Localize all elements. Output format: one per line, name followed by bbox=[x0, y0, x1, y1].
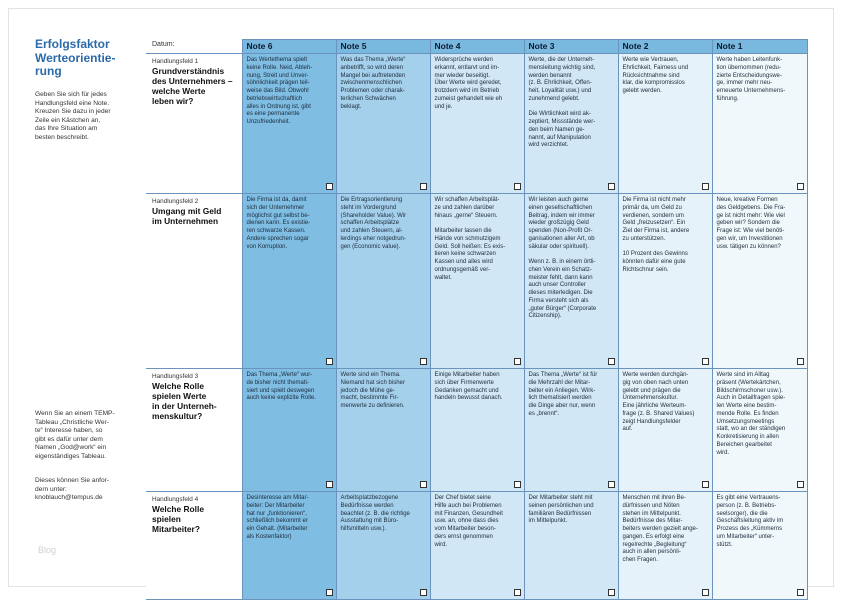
rating-checkbox[interactable] bbox=[702, 183, 709, 190]
cell-text: Werte wie Vertrauen, Ehrlichkeit, Fairness und Rücksichtnahme sind klar, die kompromisslos gelebt werden. bbox=[622, 57, 689, 94]
cell-text: Werte werden durchgän- gig von oben nach unten gelebt und prägen die Unternehmenskultur. Eine jährliche Werteum- frage (z. B. Shared Values) zeigt Handlungsfelder auf. bbox=[622, 372, 695, 433]
cell-text: Das Thema „Werte“ wur- de bisher nicht themati- siert und spielt deswegen auch keine explizite Rolle. bbox=[246, 372, 316, 402]
field-row bbox=[146, 492, 807, 600]
rating-grid bbox=[146, 39, 808, 600]
rating-cell bbox=[618, 369, 712, 492]
rating-checkbox[interactable] bbox=[702, 358, 709, 365]
rating-checkbox[interactable] bbox=[326, 183, 333, 190]
rating-checkbox[interactable] bbox=[326, 358, 333, 365]
rating-checkbox[interactable] bbox=[420, 358, 427, 365]
cell-text: Widersprüche werden erkannt, entlarvt und im- mer wieder beseitigt. Über Werte wird geredet, trotzdem wird im Betrieb zumeist gehandelt wie eh und je. bbox=[434, 57, 503, 110]
rating-checkbox[interactable] bbox=[608, 183, 615, 190]
cell-text: Werte sind ein Thema. Niemand hat sich bisher jedoch die Mühe ge- macht, bestimmte Fir- menwerte zu definieren. bbox=[340, 372, 405, 409]
cell-text: Der Mitarbeiter steht mit seinen persönlichen und familiären Bedürfnissen im Mittelpunkt. bbox=[528, 495, 594, 525]
rating-checkbox[interactable] bbox=[797, 183, 804, 190]
rating-checkbox[interactable] bbox=[702, 481, 709, 488]
field-row bbox=[146, 54, 807, 194]
cell-text: Was das Thema „Werte“ anbetrifft, so wird deren Mangel bei auftretenden zwischenmenschlichen Problemen oder charak- terlichen Schwächen beklagt. bbox=[340, 57, 406, 110]
rating-cell bbox=[712, 492, 807, 600]
grade-header: Note 5 bbox=[336, 40, 430, 54]
grade-header: Note 4 bbox=[430, 40, 524, 54]
grade-header-row bbox=[146, 40, 807, 54]
cell-text: Wir schaffen Arbeitsplät- ze und zahlen darüber hinaus „gerne“ Steuern. Mitarbeiter lassen die Hände von schmutzigem Geld. Soll heißen: Es exis- tieren keine schwarzen Kassen und alles wird ordnungsgemäß ver- waltet. bbox=[434, 197, 506, 281]
rating-checkbox[interactable] bbox=[797, 358, 804, 365]
rating-cell bbox=[242, 492, 336, 600]
contact-note: Dieses können Sie anfor- dern unter: knoblauch@tempus.de bbox=[35, 477, 110, 502]
rating-checkbox[interactable] bbox=[797, 481, 804, 488]
intro-text: Geben Sie sich für jedes Handlungsfeld eine Note. Kreuzen Sie dazu in jeder Zeile ein Kästchen an, das Ihre Situation am besten beschreibt. bbox=[35, 91, 111, 141]
cell-text: Neue, kreative Formen des Geldgebens. Die Fra- ge ist nicht mehr: Wie viel geben wir? Sondern die Frage ist: Wie viel benöti- gen wir, um Investitionen usw. tätigen zu können? bbox=[716, 197, 786, 250]
rating-cell bbox=[524, 492, 618, 600]
cell-text: Werte haben Leitenfunk- tion übernommen (redu- zierte Entscheidungswe- ge, immer mehr neu- erneuerte Unternehmens- führung. bbox=[716, 57, 786, 102]
date-label: Datum: bbox=[146, 40, 242, 54]
field-label bbox=[146, 194, 242, 369]
rating-cell bbox=[430, 194, 524, 369]
field-label bbox=[146, 492, 242, 600]
field-number: Handlungsfeld 3 bbox=[152, 373, 199, 380]
grade-header: Note 2 bbox=[618, 40, 712, 54]
cell-text: Werte sind im Alltag präsent (Wertekärtchen, Bildschirmschoner usw.). Auch in Detailfragen spie- len Werte eine bestim- mende Rolle. Es finden Umsetzungsmeetings statt, wo an der ständigen Konkretisierung in allen Bereichen gearbeitet wird. bbox=[716, 372, 786, 456]
rating-checkbox[interactable] bbox=[514, 183, 521, 190]
rating-cell bbox=[242, 54, 336, 194]
cell-text: Einige Mitarbeiter haben sich über Firmenwerte Gedanken gemacht und handeln bewusst danach. bbox=[434, 372, 503, 402]
field-question: Welche Rolle spielen Mitarbeiter? bbox=[152, 504, 204, 534]
field-question: Welche Rolle spielen Werte in der Unterneh- menskultur? bbox=[152, 381, 217, 421]
rating-cell bbox=[524, 54, 618, 194]
cell-text: Das Wertethema spielt keine Rolle. Neid, Ableh- nung, Streit und Unver- söhnlichkeit prägen teil- weise das Bild. Obwohl betriebswirtschaftlich alles in Ordnung ist, gibt es eine permanente Unzufriedenheit. bbox=[246, 57, 313, 125]
field-row bbox=[146, 369, 807, 492]
rating-cell bbox=[430, 492, 524, 600]
rating-cell bbox=[524, 369, 618, 492]
cell-text: Das Thema „Werte“ ist für die Mehrzahl der Mitar- beiter ein Anliegen. Wirk- lich thematisiert werden die Dinge aber nur, wenn es „brennt“. bbox=[528, 372, 598, 417]
rating-cell bbox=[336, 369, 430, 492]
rating-cell bbox=[242, 194, 336, 369]
rating-cell bbox=[336, 194, 430, 369]
rating-cell bbox=[712, 369, 807, 492]
grade-header: Note 1 bbox=[712, 40, 807, 54]
rating-cell bbox=[336, 54, 430, 194]
rating-checkbox[interactable] bbox=[608, 481, 615, 488]
rating-cell bbox=[430, 54, 524, 194]
rating-checkbox[interactable] bbox=[608, 358, 615, 365]
temp-note: Wenn Sie an einem TEMP- Tableau „Christliche Wer- te“ Interesse haben, so gibt es dafür unter dem Namen „God@work“ ein eigenständiges Tableau. bbox=[35, 410, 115, 460]
field-number: Handlungsfeld 2 bbox=[152, 198, 199, 205]
rating-cell bbox=[242, 369, 336, 492]
field-label bbox=[146, 54, 242, 194]
rating-checkbox[interactable] bbox=[420, 183, 427, 190]
cell-text: Die Firma ist da, damit sich der Unternehmer möglichst gut selbst be- dienen kann. Es existie- ren schwarze Kassen. Andere sprechen sogar von Korruption. bbox=[246, 197, 311, 250]
cell-text: Die Ertragsorientierung steht im Vordergrund (Shareholder Value). Wir schaffen Arbeitsplätze und zahlen Steuern, al- lerdings eher notgedrun- gen (Economic value). bbox=[340, 197, 407, 250]
page-title: Erfolgsfaktor Werteorientie- rung bbox=[35, 37, 116, 78]
cell-text: Menschen mit ihren Be- dürfnissen und Nöten stehen im Mittelpunkt. Bedürfnisse des Mitar- beiters werden gezielt ange- gangen. Es erfolgt eine regelrechte „Begleitung“ auch in allen persönli- chen Fragen. bbox=[622, 495, 698, 563]
cell-text: Desinteresse am Mitar- beiter: Der Mitarbeiter hat nur „funktionieren“, schließlich bekommt er ein Gehalt. (Mitarbeiter als Kostenfaktor) bbox=[246, 495, 309, 540]
rating-cell bbox=[336, 492, 430, 600]
rating-checkbox[interactable] bbox=[420, 481, 427, 488]
field-number: Handlungsfeld 4 bbox=[152, 496, 199, 503]
rating-checkbox[interactable] bbox=[326, 481, 333, 488]
field-question: Umgang mit Geld im Unternehmen bbox=[152, 206, 222, 226]
rating-cell bbox=[618, 54, 712, 194]
rating-checkbox[interactable] bbox=[514, 358, 521, 365]
cell-text: Es gibt eine Vertrauens- person (z. B. Betriebs- seelsorger), die die Geschäftsleitung aktiv im Prozess des „Kümmerns um Mitarbeiter“ unter- stützt. bbox=[716, 495, 784, 548]
cell-text: Werte, die der Unterneh- mensleitung wichtig sind, werden benannt (z. B. Ehrlichkeit, Offen- heit, Loyalität usw.) und zunehmend gelebt. Die Wirtlichkeit wird ak- zeptiert, Missstände wer- den beim Namen ge- nannt, auf Manipulation wird verzichtet. bbox=[528, 57, 596, 149]
field-row bbox=[146, 194, 807, 369]
cell-text: Die Firma ist nicht mehr primär da, um Geld zu verdienen, sondern um Geld „freizusetzen“. Ein Ziel der Firma ist, andere zu unterstützen. 10 Prozent des Gewinns könnten dafür eine gute Richtschnur sein. bbox=[622, 197, 690, 273]
watermark: Blog bbox=[38, 545, 57, 555]
rating-cell bbox=[618, 492, 712, 600]
field-question: Grundverständnis des Unternehmers – welche Werte leben wir? bbox=[152, 66, 233, 106]
rating-cell bbox=[430, 369, 524, 492]
rating-cell bbox=[524, 194, 618, 369]
rating-cell bbox=[712, 194, 807, 369]
rating-checkbox[interactable] bbox=[514, 481, 521, 488]
rating-cell bbox=[712, 54, 807, 194]
grade-header: Note 6 bbox=[242, 40, 336, 54]
grade-header: Note 3 bbox=[524, 40, 618, 54]
cell-text: Arbeitsplatzbezogene Bedürfnisse werden beachtet (z. B. die richtige Ausstattung mit Büro- hilfsmitteln usw.). bbox=[340, 495, 410, 532]
rating-cell bbox=[618, 194, 712, 369]
field-number: Handlungsfeld 1 bbox=[152, 58, 199, 65]
field-label bbox=[146, 369, 242, 492]
cell-text: Wir leisten auch gerne einen gesellschaftlichen Beitrag, indem wir immer wieder großzügig Geld spenden (Non-Profit Or- ganisationen aller Art, ob säkular oder spirituell). Wenn z. B. in einem örtli- chen Verein ein Schatz- meister fehlt, dann kann auch unser Controller dieses miterledigen. Die Firma versteht sich als „guter Bürger“ (Corporate Citizenship). bbox=[528, 197, 597, 320]
cell-text: Der Chef bietet seine Hilfe auch bei Problemen mit Finanzen, Gesundheit usw. an, ohne dass dies vom Mitarbeiter beson- ders ernst genommen wird. bbox=[434, 495, 503, 548]
